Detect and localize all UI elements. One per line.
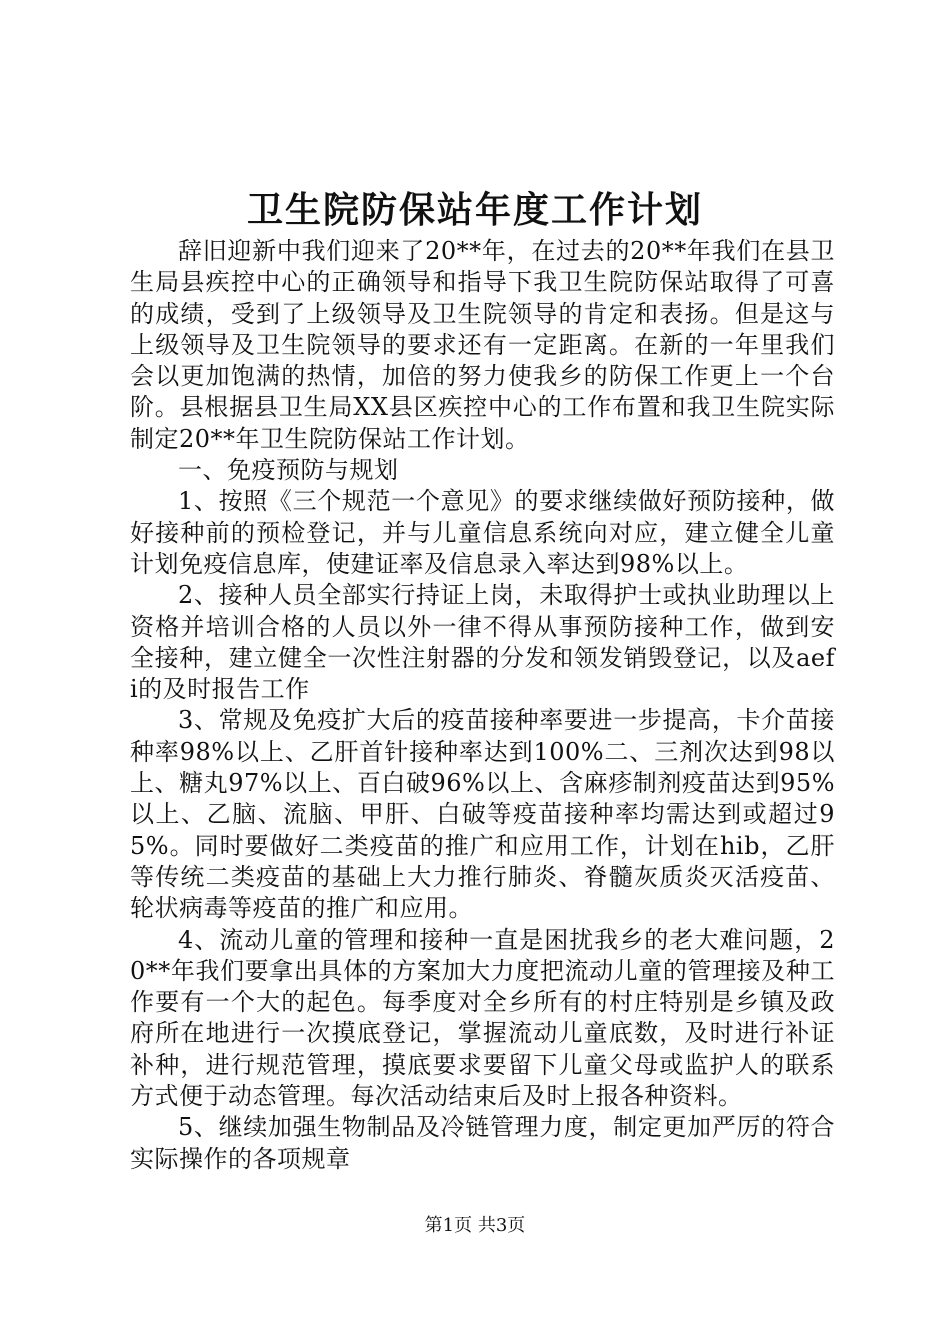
list-item-2: 2、接种人员全部实行持证上岗，未取得护士或执业助理以上资格并培训合格的人员以外一律不得从事预防接种工作，做到安全接种，建立健全一次性注射器的分发和领发销毁登记，以及aefi的及时报告工作: [130, 581, 835, 704]
list-item-5: 5、继续加强生物制品及冷链管理力度，制定更加严厉的符合实际操作的各项规章: [130, 1113, 835, 1173]
list-item-4: 4、流动儿童的管理和接种一直是困扰我乡的老大难问题，20**年我们要拿出具体的方案加大力度把流动儿童的管理接及种工作要有一个大的起色。每季度对全乡所有的村庄特别是乡镇及政府所在地进行一次摸底登记，掌握流动儿童底数，及时进行补证补种，进行规范管理，摸底要求要留下儿童父母或监护人的联系方式便于动态管理。每次活动结束后及时上报各种资料。: [130, 925, 835, 1111]
list-item-3: 3、常规及免疫扩大后的疫苗接种率要进一步提高，卡介苗接种率98%以上、乙肝首针接种率达到100%二、三剂次达到98以上、糖丸97%以上、百白破96%以上、含麻疹制剂疫苗达到95%以上、乙脑、流脑、甲肝、白破等疫苗接种率均需达到或超过95%。同时要做好二类疫苗的推广和应用工作，计划在hib，乙肝等传统二类疫苗的基础上大力推行肺炎、脊髓灰质炎灭活疫苗、轮状病毒等疫苗的推广和应用。: [130, 706, 835, 923]
document-title: 卫生院防保站年度工作计划: [246, 189, 703, 231]
section-heading-immunization: 一、免疫预防与规划: [178, 456, 399, 485]
document-body: [130, 236, 835, 1175]
list-item-1: 1、按照《三个规范一个意见》的要求继续做好预防接种，做好接种前的预检登记，并与儿童信息系统向对应，建立健全儿童计划免疫信息库，使建证率及信息录入率达到98%以上。: [130, 487, 835, 578]
intro-paragraph: 辞旧迎新中我们迎来了20**年，在过去的20**年我们在县卫生局县疾控中心的正确领导和指导下我卫生院防保站取得了可喜的成绩，受到了上级领导及卫生院领导的肯定和表扬。但是这与上级领导及卫生院领导的要求还有一定距离。在新的一年里我们会以更加饱满的热情，加倍的努力使我乡的防保工作更上一个台阶。县根据县卫生局XX县区疾控中心的工作布置和我卫生院实际制定20**年卫生院防保站工作计划。: [130, 237, 835, 453]
page-number-footer: 第1页 共3页: [424, 1215, 526, 1236]
